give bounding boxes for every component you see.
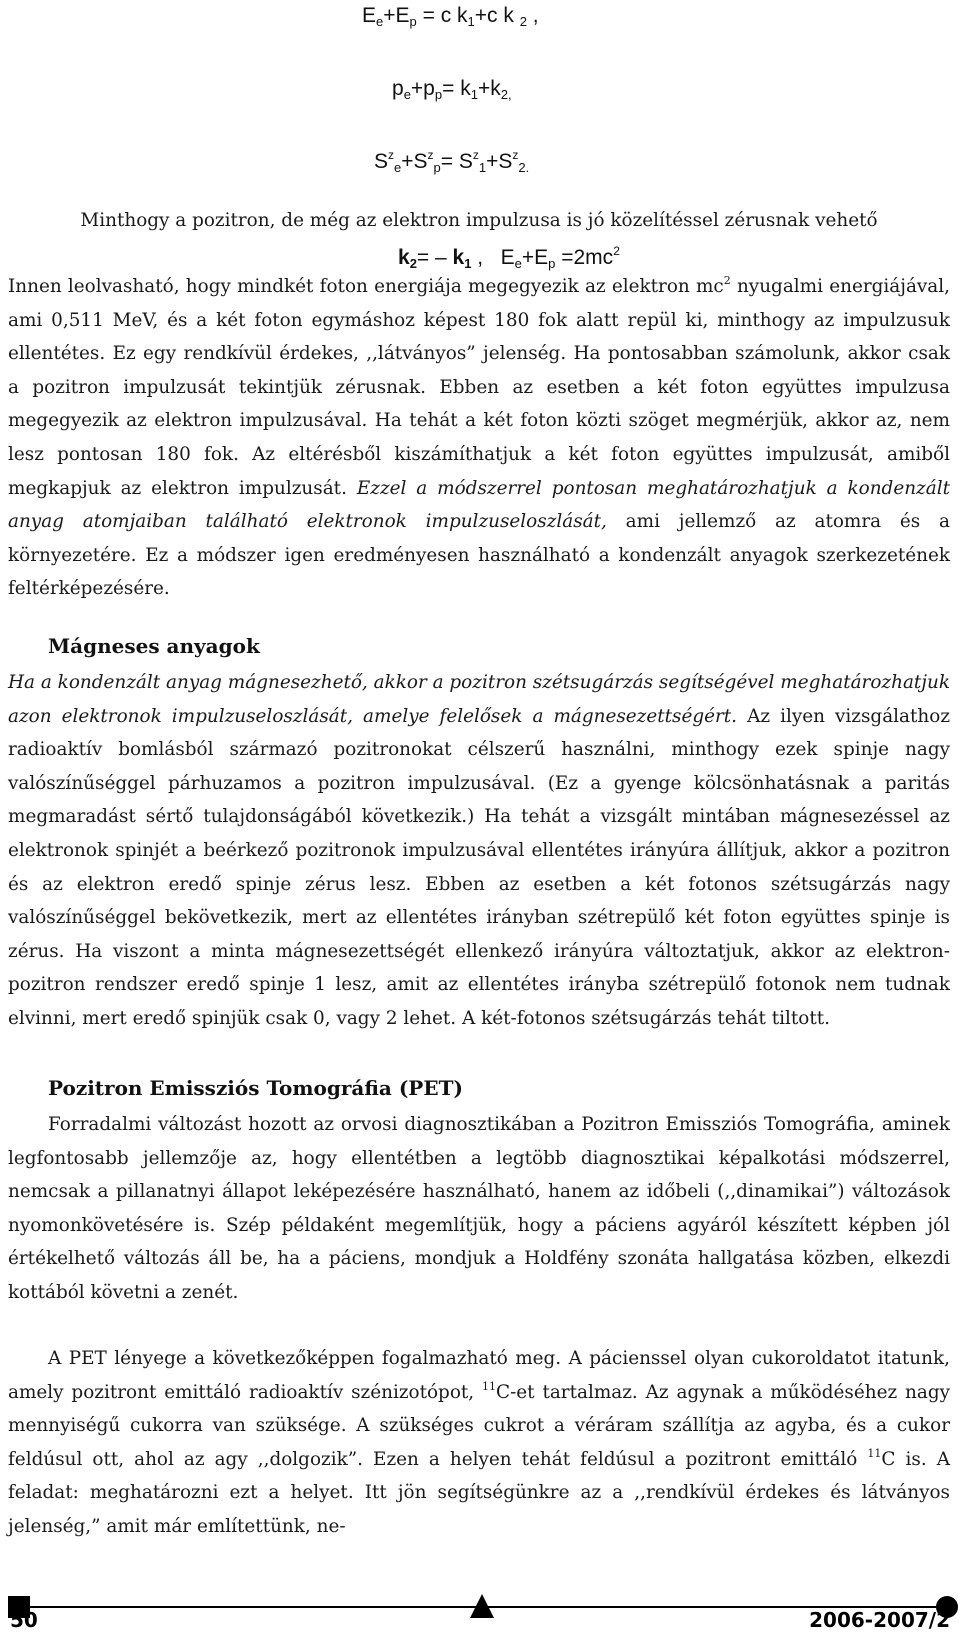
paragraph-pet-1: Forradalmi változást hozott az orvosi diagnosztikában a Pozitron Emissziós Tomográfia, aminek legfontosabb jellemzője az, hogy ellentétben a legtöbb diagnosztikai képalkotási módszerrel, nemcsak a pillanatnyi állapot leképezésére használható, hanem az időbeli (,,dinamikai”) változások nyomonkövetésére is. Szép példaként megemlítjük, hogy a páciens agyáról készített képben jól értékelhető változás áll be, ha a páciens, mondjuk a Holdfény szonáta hallgatása közben, elkezdi kottából követni a zenét. [8,1114,950,1303]
equation-spin: $S^z_e+S^z_p= S^z_1+S^z_{2.}$ [374,148,530,175]
heading-pet: Pozitron Emissziós Tomográfia (PET) [48,1076,463,1100]
paragraph-intro-line: Minthogy a pozitron, de még az elektron impulzusa is jó közelítéssel zérusnak vehető [80,210,878,231]
page-number: 50 [10,1608,38,1632]
paragraph-pet-2: A PET lényege a következőképpen fogalmazható meg. A pácienssel olyan cukoroldatot itatunk, amely pozitront emittáló radioaktív szénizotópot, $^{11}$C-et tartalmaz. Az agynak a működéséhez nagy mennyiségű cukorra van szüksége. A szükséges cukrot a véráram szállítja az agyba, és a cukor feldúsul ott, ahol az agy ,,dolgozik”. Ezen a helyen tehát feldúsul a pozitront emittáló $^{11}$C is. A feladat: meghatározni ezt a helyet. Itt jön segítségünkre az a ,,rendkívül érdekes és látványos jelenség,” amit már említettünk, ne- [8,1348,950,1537]
paragraph-magnetic-materials: Ha a kondenzált anyag mágnesezhető, akkor a pozitron szétsugárzás segítségével meghatározhatjuk azon elektronok impulzuseloszlását, amelye felelősek a mágnesezettségért. Az ilyen vizsgálathoz radioaktív bomlásból származó pozitronokat célszerű használni, minthogy ezek spinje nagy valószínűséggel párhuzamos a pozitron impulzusával. (Ez a gyenge kölcsönhatásnak a paritás megmaradást sértő tulajdonságából következik.) Ha tehát a vizsgált mintában mágnesezéssel az elektronok spinjét a beérkező pozitronok impulzusával ellentétes irányúra állítjuk, akkor a pozitron és az elektron eredő spinje zérus lesz. Ebben az esetben a két fotonos szétsugárzás nagy valószínűséggel bekövetkezik, mert az ellentétes irányban szétrepülő két foton együttes spinje is zérus. Ha viszont a minta mágnesezettségét ellenkező irányúra változtatjuk, akkor az elektron-pozitron rendszer eredő spinje 1 lesz, amit az ellentétes irányba szétrepülő fotonok nem tudnak elvinni, mert eredő spinjük csak 0, vagy 2 lehet. A két-fotonos szétsugárzás tehát tiltott. [8,672,951,1029]
triangle-marker-icon [470,1594,494,1618]
issue-number: 2006-2007/2 [809,1608,950,1632]
equation-photon-relation: $k_2= - k_1$ , $E_e+E_p =2mc^2$ [398,244,620,271]
paragraph-intro: Innen leolvasható, hogy mindkét foton energiája megegyezik az elektron $mc^2$ nyugalmi energiájával, ami 0,511 MeV, és a két foton egymáshoz képest 180 fok alatt repül ki, minthogy az impulzusuk ellentétes. Ez egy rendkívül érdekes, ,,látványos” jelenség. Ha pontosabban számolunk, akkor csak a pozitron impulzusát tekintjük zérusnak. Ebben az esetben a két foton együttes impulzusa megegyezik az elektron impulzusával. Ha tehát a két foton közti szöget megmérjük, akkor az, nem lesz pontosan 180 fok. Az eltérésből kiszámíthatjuk a két foton együttes impulzusát, amiből megkapjuk az elektron impulzusát. Ezzel a módszerrel pontosan meghatározhatjuk a kondenzált anyag atomjaiban található elektronok impulzuseloszlását, ami jellemző az atomra és a környezetére. Ez a módszer igen eredményesen használható a kondenzált anyagok szerkezetének feltérképezésére. [8,274,951,600]
equation-momentum: $p_e+p_p= k_1+k_{2,}$ [392,77,512,102]
equation-energy: $E_e+E_p = c$ $k_1+c$ k $_2$ , [362,4,539,29]
heading-magnetic-materials: Mágneses anyagok [48,634,260,658]
